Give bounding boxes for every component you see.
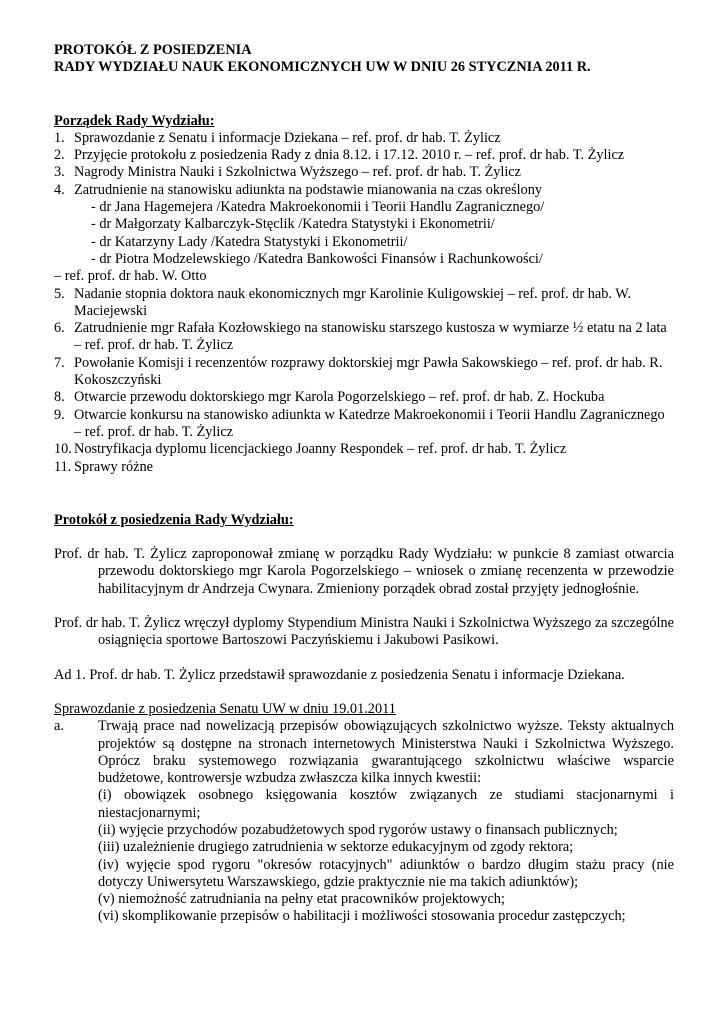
agenda-item-text: Zatrudnienie na stanowisku adiunkta na podstawie mianowania na czas określony bbox=[74, 181, 543, 198]
agenda-item-number: 11. bbox=[54, 458, 72, 475]
protocol-paragraph: Prof. dr hab. T. Żylicz zaproponował zmianę w porządku Rady Wydziału: w punkcie 8 zamiast otwarcia przewodu doktorskiego mgr Karola Pogorzelskiego – wniosek o zmianę recenzenta w przewodzie habilitacyjnym dr Andrzeja Cwynara. Zmieniony porządek obrad został przyjęty jednogłośnie. bbox=[54, 546, 674, 597]
agenda-item-number: 8. bbox=[54, 389, 65, 406]
agenda-item-text: Powołanie Komisji i recenzentów rozprawy doktorskiej mgr Pawła Sakowskiego – ref. prof. dr hab. R. Kokoszczyński bbox=[74, 354, 663, 389]
agenda-item bbox=[54, 130, 674, 147]
agenda-item-text: Nadanie stopnia doktora nauk ekonomicznych mgr Karolinie Kuligowskiej – ref. prof. dr hab. W. Maciejewski bbox=[74, 285, 632, 319]
agenda-sub-item: - dr Małgorzaty Kalbarczyk-Stęclik /Katedra Statystyki i Ekonometrii/ bbox=[91, 216, 495, 233]
agenda-item-number: 5. bbox=[54, 285, 65, 302]
agenda-item-text: Otwarcie konkursu na stanowisko adiunkta w Katedrze Makroekonomii i Teorii Handlu Zagranicznego – ref. prof. dr hab. T. Żylicz bbox=[74, 406, 665, 440]
document-page bbox=[54, 42, 674, 926]
agenda-sub-item: - dr Katarzyny Lady /Katedra Statystyki i Ekonometrii/ bbox=[91, 233, 408, 250]
report-subpoint: (ii) wyjęcie przychodów pozabudżetowych spod rygorów ustawy o finansach publicznych; bbox=[98, 821, 618, 838]
agenda-sub-referee: – ref. prof. dr hab. W. Otto bbox=[54, 268, 207, 285]
protocol-paragraph: Prof. dr hab. T. Żylicz wręczył dyplomy Stypendium Ministra Nauki i Szkolnictwa Wyższego za szczególne osiągnięcia sportowe Bartoszowi Paczyńskiemu i Jakubowi Pasikowi. bbox=[54, 615, 674, 649]
report-subpoint: (vi) skomplikowanie przepisów o habilitacji i możliwości stosowania procedur zastępczych; bbox=[98, 908, 626, 925]
agenda-item bbox=[54, 286, 674, 321]
agenda-item-text: Przyjęcie protokołu z posiedzenia Rady z dnia 8.12. i 17.12. 2010 r. – ref. prof. dr hab. T. Żylicz bbox=[74, 147, 625, 164]
agenda-item-number: 3. bbox=[54, 164, 65, 181]
agenda-item bbox=[54, 182, 674, 199]
report-point bbox=[54, 718, 674, 926]
agenda-item-text: Sprawozdanie z Senatu i informacje Dziekana – ref. prof. dr hab. T. Żylicz bbox=[74, 129, 501, 146]
agenda-item bbox=[54, 407, 674, 442]
agenda-item-number: 4. bbox=[54, 181, 65, 198]
agenda-item-text: Nostryfikacja dyplomu licencjackiego Joanny Respondek – ref. prof. dr hab. T. Żylicz bbox=[74, 441, 567, 458]
agenda-list bbox=[54, 130, 674, 476]
agenda-item-text: Nagrody Ministra Nauki i Szkolnictwa Wyższego – ref. prof. dr hab. T. Żylicz bbox=[74, 164, 521, 181]
agenda-item-text: Sprawy różne bbox=[74, 458, 154, 475]
agenda-item-text: Otwarcie przewodu doktorskiego mgr Karola Pogorzelskiego – ref. prof. dr hab. Z. Hockuba bbox=[74, 389, 605, 406]
report-point-label: a. bbox=[54, 718, 64, 735]
agenda-item bbox=[54, 355, 674, 390]
protocol-heading: Protokół z posiedzenia Rady Wydziału: bbox=[54, 511, 294, 528]
agenda-item-number: 1. bbox=[54, 129, 65, 146]
report-subpoint: (i) obowiązek osobnego księgowania kosztów związanych ze studiami stacjonarnymi i niestacjonarnymi; bbox=[98, 787, 674, 821]
document-title-line-2: RADY WYDZIAŁU NAUK EKONOMICZNYCH UW W DNIU 26 STYCZNIA 2011 R. bbox=[54, 59, 591, 76]
agenda-item bbox=[54, 459, 674, 476]
agenda-item bbox=[54, 389, 674, 406]
agenda-item-text: Zatrudnienie mgr Rafała Kozłowskiego na stanowisku starszego kustosza w wymiarze ½ etatu na 2 lata – ref. prof. dr hab. T. Żylicz bbox=[74, 320, 667, 354]
agenda-sub-item: - dr Jana Hagemejera /Katedra Makroekonomii i Teorii Handlu Zagranicznego/ bbox=[91, 199, 545, 216]
protocol-paragraph: Ad 1. Prof. dr hab. T. Żylicz przedstawił sprawozdanie z posiedzenia Senatu i informacje Dziekana. bbox=[54, 666, 625, 683]
agenda-item bbox=[54, 320, 674, 355]
agenda-sub-item: - dr Piotra Modzelewskiego /Katedra Bankowości Finansów i Rachunkowości/ bbox=[91, 250, 543, 267]
report-point-body bbox=[98, 718, 674, 926]
agenda-item-number: 2. bbox=[54, 147, 65, 164]
agenda-item-number: 7. bbox=[54, 354, 65, 371]
agenda-item bbox=[54, 147, 674, 164]
agenda-item bbox=[54, 164, 674, 181]
senate-report-heading: Sprawozdanie z posiedzenia Senatu UW w dniu 19.01.2011 bbox=[54, 700, 396, 717]
agenda-item-number: 10. bbox=[54, 441, 72, 458]
report-subpoint: (iv) wyjęcie spod rygoru "okresów rotacyjnych" adiunktów o bardzo długim stażu pracy (nie dotyczy Uniwersytetu Warszawskiego, gdzie praktycznie nie ma takich adiunktów); bbox=[98, 856, 674, 890]
agenda-item bbox=[54, 441, 674, 458]
agenda-item-number: 6. bbox=[54, 320, 65, 337]
report-subpoint: (iii) uzależnienie drugiego zatrudnienia w sektorze edukacyjnym od zgody rektora; bbox=[98, 839, 574, 856]
agenda-item-number: 9. bbox=[54, 406, 65, 423]
report-point-text: Trwają prace nad nowelizacją przepisów obowiązujących szkolnictwo wyższe. Teksty aktualnych projektów są dostępne na stronach internetowych Ministerstwa Nauki i Szkolnictwa Wyższego. Oprócz braku systemowego rozwiązania gwarantującego szkolnictwu właściwe wsparcie budżetowe, kontrowersje wzbudza zwłaszcza kilka innych kwestii: bbox=[98, 718, 674, 787]
document-title-line-1: PROTOKÓŁ Z POSIEDZENIA bbox=[54, 42, 252, 58]
agenda-heading: Porządek Rady Wydziału: bbox=[54, 112, 215, 129]
report-subpoint: (v) niemożność zatrudniania na pełny etat pracowników projektowych; bbox=[98, 891, 505, 908]
